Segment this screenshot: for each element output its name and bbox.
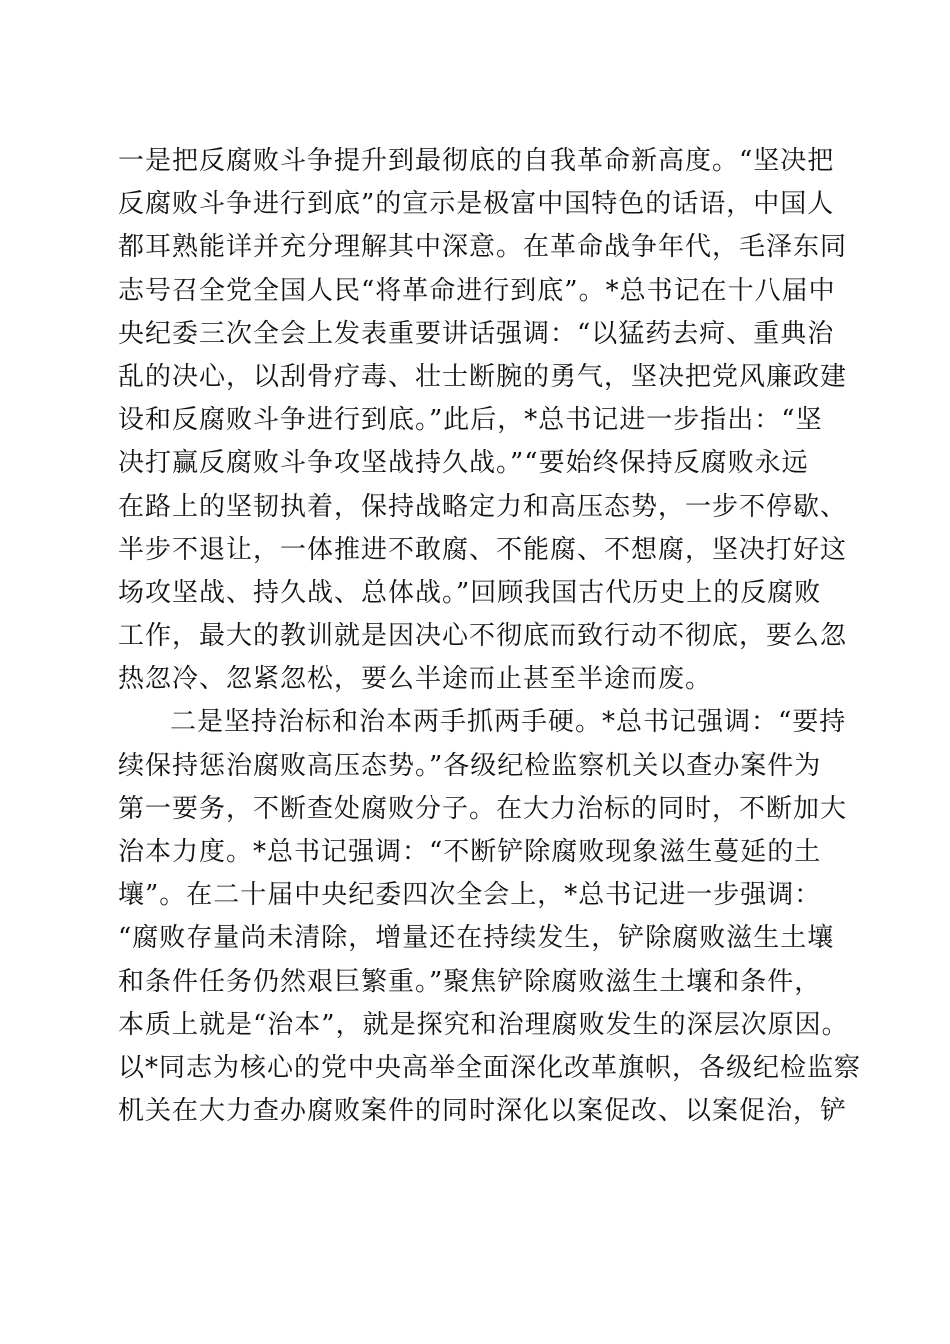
text-line: 治本力度。*总书记强调：“不断铲除腐败现象滋生蔓延的土 (118, 837, 822, 867)
paragraph-1 (118, 140, 848, 701)
text-line: “腐败存量尚未清除，增量还在持续发生，铲除腐败滋生土壤 (118, 923, 835, 954)
text-line: 第一要务，不断查处腐败分子。在大力治标的同时，不断加大 (118, 793, 848, 824)
text-line: 央纪委三次全会上发表重要讲话强调：“以猛药去疴、重典治 (118, 318, 835, 349)
text-line: 和条件任务仍然艰巨繁重。”聚焦铲除腐败滋生土壤和条件， (118, 966, 822, 997)
text-line: 一是把反腐败斗争提升到最彻底的自我革命新高度。“坚决把 (118, 146, 835, 176)
paragraph-2 (118, 701, 862, 1133)
text-line: 壤”。在二十届中央纪委四次全会上，*总书记进一步强调： (118, 880, 822, 911)
text-line: 工作，最大的教训就是因决心不彻底而致行动不彻底，要么忽 (118, 621, 848, 652)
text-line: 反腐败斗争进行到底”的宣示是极富中国特色的话语，中国人 (118, 189, 835, 220)
text-line: 二是坚持治标和治本两手抓两手硬。*总书记强调：“要持 (170, 707, 847, 738)
text-line: 续保持惩治腐败高压态势。”各级纪检监察机关以查办案件为 (118, 750, 822, 781)
text-line: 都耳熟能详并充分理解其中深意。在革命战争年代，毛泽东同 (118, 232, 848, 263)
text-line: 本质上就是“治本”，就是探究和治理腐败发生的深层次原因。 (118, 1009, 849, 1040)
text-line: 热忽冷、忽紧忽松，要么半途而止甚至半途而废。 (118, 664, 713, 695)
document-body (118, 140, 862, 1133)
text-line: 设和反腐败斗争进行到底。”此后，*总书记进一步指出：“坚 (118, 405, 823, 436)
text-line: 乱的决心，以刮骨疗毒、壮士断腕的勇气，坚决把党风廉政建 (118, 361, 848, 392)
text-line: 在路上的坚韧执着，保持战略定力和高压态势，一步不停歇、 (118, 491, 848, 522)
text-line: 半步不退让，一体推进不敢腐、不能腐、不想腐，坚决打好这 (118, 534, 848, 565)
text-line: 场攻坚战、持久战、总体战。”回顾我国古代历史上的反腐败 (118, 577, 822, 608)
text-line: 以*同志为核心的党中央高举全面深化改革旗帜，各级纪检监察 (118, 1052, 862, 1083)
text-line: 决打赢反腐败斗争攻坚战持久战。”“要始终保持反腐败永远 (118, 448, 809, 479)
text-line: 志号召全党全国人民“将革命进行到底”。*总书记在十八届中 (118, 275, 836, 306)
text-line: 机关在大力查办腐败案件的同时深化以案促改、以案促治，铲 (118, 1096, 848, 1127)
